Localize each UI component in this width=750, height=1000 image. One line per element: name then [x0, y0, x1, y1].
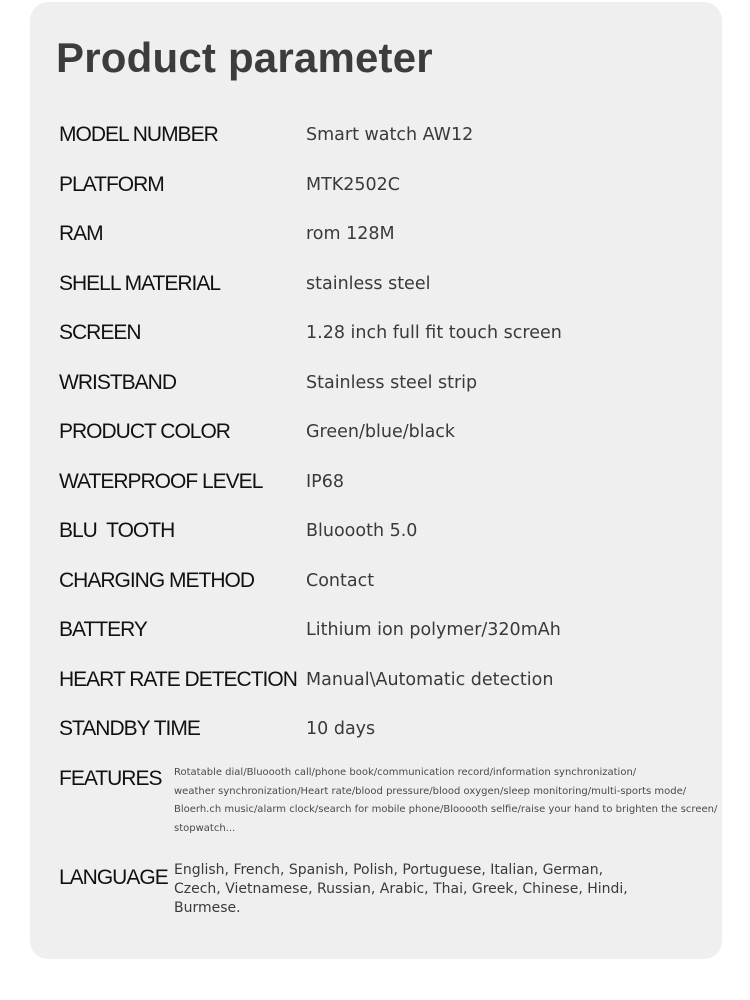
param-value: stainless steel: [306, 274, 431, 294]
param-row-waterproof-level: [0, 468, 750, 508]
param-row-screen: [0, 319, 750, 359]
param-row-ram: [0, 220, 750, 260]
language-label: LANGUAGE: [59, 866, 168, 889]
param-row-standby-time: [0, 715, 750, 755]
features-line: Bloerh.ch music/alarm clock/search for mobile phone/Blooooth selfie/raise your hand to brighten the screen/: [174, 804, 718, 815]
param-label: SCREEN: [59, 321, 141, 344]
param-value: rom 128M: [306, 224, 395, 244]
param-value: Bluoooth 5.0: [306, 521, 418, 541]
language-line: Czech, Vietnamese, Russian, Arabic, Thai, Greek, Chinese, Hindi,: [174, 881, 628, 897]
features-line: stopwatch...: [174, 822, 236, 834]
param-row-model-number: [0, 121, 750, 161]
param-value: Lithium ion polymer/320mAh: [306, 620, 561, 640]
param-value: Green/blue/black: [306, 422, 456, 442]
param-value: 10 days: [306, 719, 376, 739]
features-description: [174, 764, 718, 838]
param-label: PLATFORM: [59, 173, 164, 196]
language-list: [174, 861, 694, 918]
param-value: Smart watch AW12: [306, 125, 474, 145]
param-label: PRODUCT COLOR: [59, 420, 230, 443]
param-row-wristband: [0, 369, 750, 409]
param-label: WRISTBAND: [59, 371, 176, 394]
param-label: WATERPROOF LEVEL: [59, 470, 263, 493]
param-row-charging-method: [0, 567, 750, 607]
param-label: STANDBY TIME: [59, 717, 200, 740]
param-row-bluetooth: [0, 517, 750, 557]
features-line: Rotatable dial/Bluoooth call/phone book/communication record/information synchronization/: [174, 767, 637, 778]
param-row-battery: [0, 616, 750, 656]
param-value: Contact: [306, 571, 375, 591]
param-row-platform: [0, 171, 750, 211]
features-line: weather synchronization/Heart rate/blood pressure/blood oxygen/sleep monitoring/multi-sports mode/: [174, 785, 687, 797]
param-label: BATTERY: [59, 618, 147, 641]
param-value: 1.28 inch full fit touch screen: [306, 323, 562, 343]
param-value: MTK2502C: [306, 175, 401, 195]
param-row-shell-material: [0, 270, 750, 310]
param-label: BLU TOOTH: [59, 519, 175, 542]
language-line: English, French, Spanish, Polish, Portuguese, Italian, German,: [174, 862, 604, 878]
language-line: Burmese.: [174, 900, 241, 916]
param-label: HEART RATE DETECTION: [59, 668, 297, 691]
param-value: Manual\Automatic detection: [306, 670, 554, 690]
param-label: MODEL NUMBER: [59, 123, 218, 146]
param-label: SHELL MATERIAL: [59, 272, 221, 295]
page-title: Product parameter: [56, 34, 433, 81]
param-row-product-color: [0, 418, 750, 458]
features-label: FEATURES: [59, 767, 162, 790]
param-label: CHARGING METHOD: [59, 569, 254, 592]
param-value: IP68: [306, 472, 344, 492]
param-value: Stainless steel strip: [306, 373, 478, 393]
param-label: RAM: [59, 222, 103, 245]
param-row-heart-rate-detection: [0, 666, 750, 706]
